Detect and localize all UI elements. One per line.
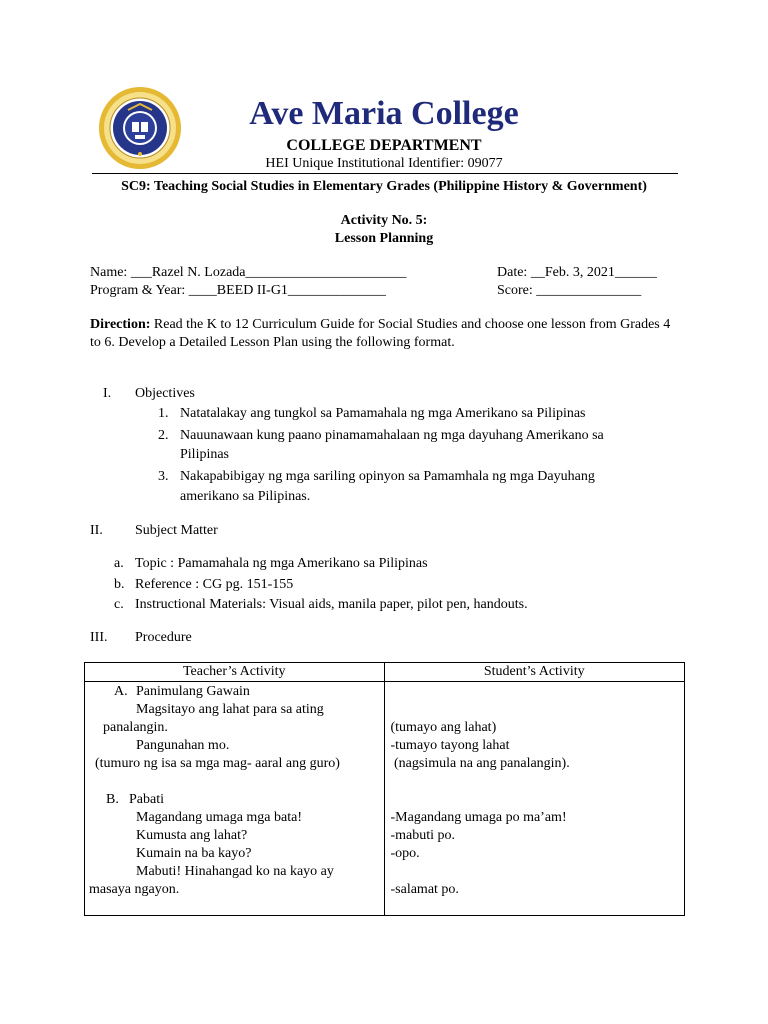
name-label: Name:: [90, 265, 128, 280]
name-value: ___Razel N. Lozada_______________________: [130, 265, 407, 280]
procedure-table: [84, 662, 685, 916]
teacher-activity-header: Teacher’s Activity: [85, 663, 385, 682]
objective-text: Nauunawaan kung paano pinamamahalaan ng mga dayuhang Amerikano sa: [180, 428, 604, 443]
college-name: Ave Maria College: [249, 95, 519, 132]
teacher-activity-cell: [85, 682, 385, 916]
program-value: ____BEED II-G1______________: [188, 283, 386, 298]
objective-number: 3.: [158, 469, 169, 484]
department-title: COLLEGE DEPARTMENT: [286, 137, 482, 154]
procedure-title: Procedure: [135, 630, 192, 645]
date-value: __Feb. 3, 2021______: [530, 265, 657, 280]
program-field: [90, 282, 386, 300]
student-activity-cell: [384, 682, 685, 916]
section-b-title: Pabati: [129, 792, 164, 807]
objective-text: Nakapabibigay ng mga sariling opinyon sa Pamamhala ng mga Dayuhang: [180, 469, 595, 484]
teacher-line: Kumusta ang lahat?: [136, 828, 248, 843]
student-activity-header: Student’s Activity: [384, 663, 685, 682]
teacher-line: Magsitayo ang lahat para sa ating: [136, 702, 324, 717]
objective-text-continued: Pilipinas: [180, 447, 230, 462]
subject-item-reference: Reference : CG pg. 151-155: [135, 577, 294, 592]
student-line: -mabuti po.: [390, 828, 456, 843]
teacher-line: Kumain na ba kayo?: [136, 846, 252, 861]
section-b-letter: B.: [106, 792, 119, 807]
objective-number: 1.: [158, 406, 169, 421]
teacher-line: Mabuti! Hinahangad ko na kayo ay: [136, 864, 334, 879]
teacher-line: (tumuro ng isa sa mga mag- aaral ang guro): [95, 756, 340, 771]
teacher-line: Magandang umaga mga bata!: [136, 810, 302, 825]
student-line: -salamat po.: [390, 882, 459, 897]
subject-item-letter: c.: [114, 597, 124, 612]
section-a-letter: A.: [114, 684, 128, 699]
student-line: -tumayo tayong lahat: [390, 738, 510, 753]
subject-matter-numeral: II.: [90, 523, 103, 538]
subject-item-materials: Instructional Materials: Visual aids, manila paper, pilot pen, handouts.: [135, 597, 528, 612]
direction-text: Read the K to 12 Curriculum Guide for Social Studies and choose one lesson from Grades 4 to 6. Develop a Detailed Lesson Plan using the following format.: [90, 317, 671, 350]
objective-number: 2.: [158, 428, 169, 443]
student-line: (tumayo ang lahat): [390, 720, 497, 735]
subject-item-letter: a.: [114, 556, 124, 571]
objective-text: Natatalakay ang tungkol sa Pamamahala ng mga Amerikano sa Pilipinas: [180, 406, 586, 421]
subject-item-topic: Topic : Pamamahala ng mga Amerikano sa Pilipinas: [135, 556, 428, 571]
objectives-title: Objectives: [135, 386, 195, 401]
student-line: -Magandang umaga po ma’am!: [390, 810, 567, 825]
activity-title: Lesson Planning: [334, 231, 434, 246]
teacher-line: masaya ngayon.: [89, 882, 180, 897]
score-field: [497, 282, 641, 300]
teacher-line: Pangunahan mo.: [136, 738, 230, 753]
teacher-line: panalangin.: [103, 720, 168, 735]
subject-matter-title: Subject Matter: [135, 523, 218, 538]
date-field: [497, 264, 657, 282]
name-field: [90, 264, 407, 282]
date-label: Date:: [497, 265, 528, 280]
subject-item-letter: b.: [114, 577, 125, 592]
header-divider: [92, 173, 678, 174]
objective-text-continued: amerikano sa Pilipinas.: [180, 489, 311, 504]
score-label: Score:: [497, 283, 533, 298]
student-line: (nagsimula na ang panalangin).: [390, 756, 570, 771]
student-line: -opo.: [390, 846, 420, 861]
table-row: [85, 682, 685, 916]
program-label: Program & Year:: [90, 283, 186, 298]
objectives-numeral: I.: [103, 386, 112, 401]
score-value: _______________: [536, 283, 642, 298]
activity-number: Activity No. 5:: [340, 213, 428, 228]
procedure-numeral: III.: [90, 630, 108, 645]
hei-identifier: HEI Unique Institutional Identifier: 09077: [265, 156, 503, 171]
direction-label: Direction:: [90, 317, 151, 332]
direction-paragraph: [90, 316, 680, 352]
course-title: SC9: Teaching Social Studies in Elementary Grades (Philippine History & Government): [121, 179, 647, 194]
table-header-row: [85, 663, 685, 682]
section-a-title: Panimulang Gawain: [136, 684, 250, 699]
